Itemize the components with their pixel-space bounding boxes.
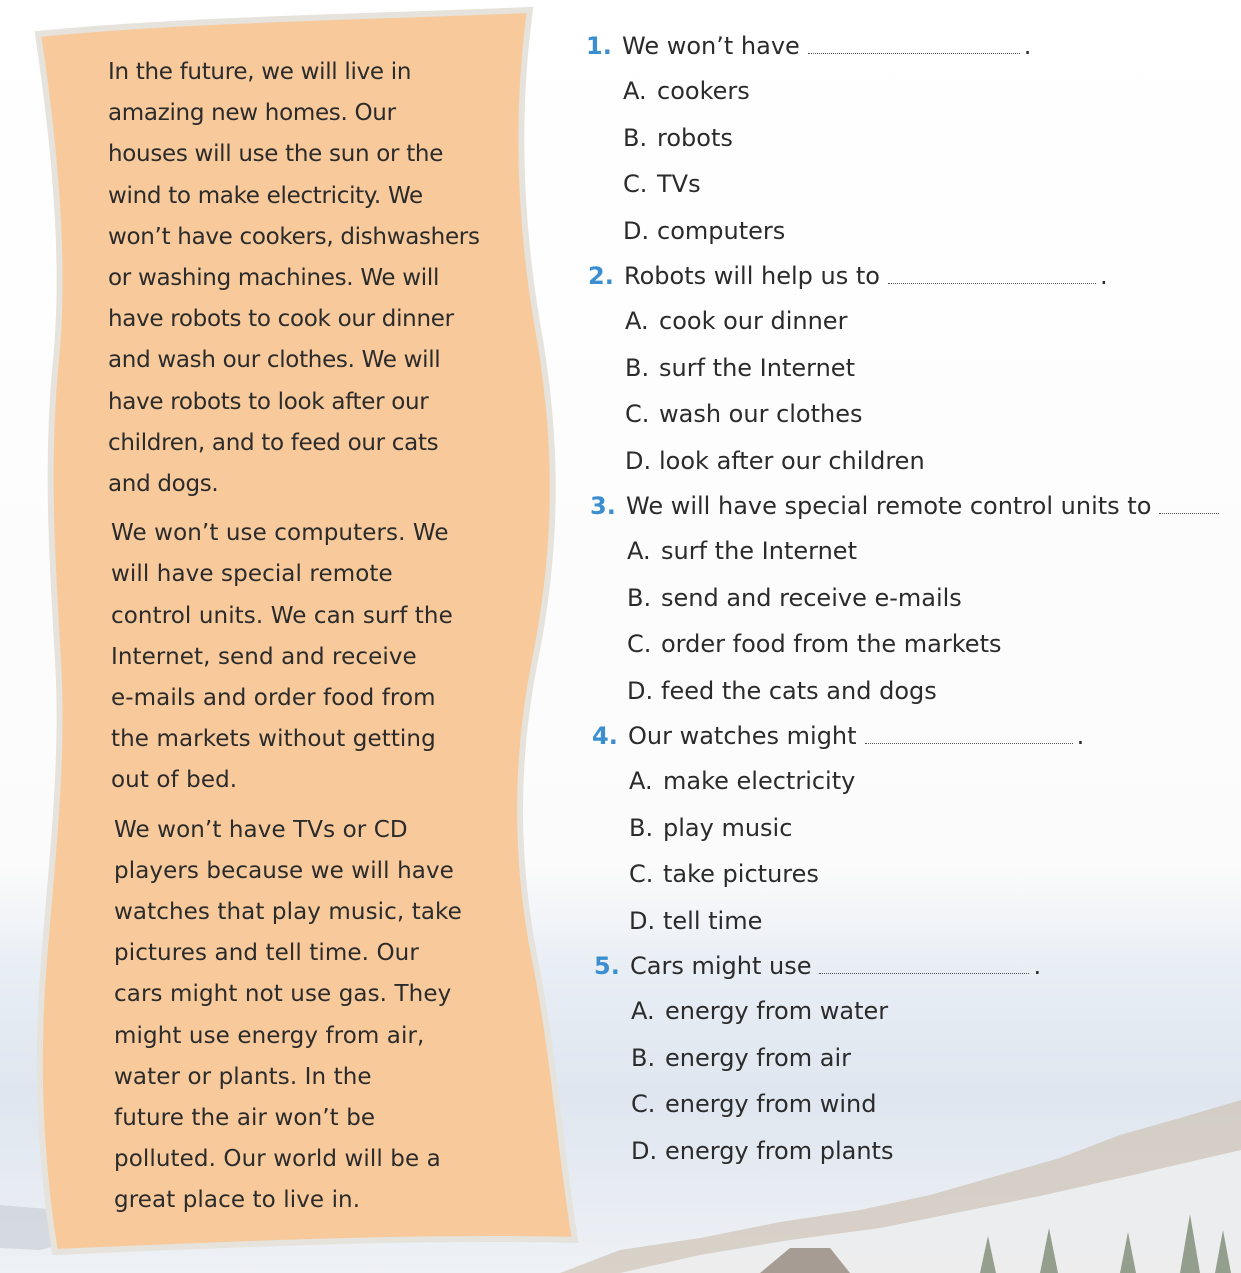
option-text: feed the cats and dogs <box>661 676 937 705</box>
option-text: play music <box>663 813 793 842</box>
questions-list <box>586 24 1241 1174</box>
option-text: energy from wind <box>665 1090 877 1118</box>
option-text: take pictures <box>663 860 819 888</box>
paragraph-line: watches that play music, take <box>114 899 462 926</box>
answer-option[interactable] <box>594 1035 1241 1082</box>
paragraph-2 <box>108 513 508 801</box>
paragraph-line: e-mails and order food from <box>111 685 436 712</box>
option-letter: D. <box>631 1136 658 1165</box>
option-text: robots <box>657 123 733 152</box>
option-text: computers <box>657 216 786 245</box>
answer-blank[interactable] <box>865 733 1073 744</box>
question-text: Robots will help us to <box>624 262 880 290</box>
option-letter: B. <box>631 1043 656 1072</box>
option-text: make electricity <box>663 767 856 795</box>
paragraph-1 <box>108 52 508 505</box>
paragraph-line: great place to live in. <box>114 1187 361 1214</box>
question-text: We won’t have <box>622 32 800 60</box>
question-number: 1. <box>586 32 612 60</box>
question-stem <box>590 484 1241 528</box>
paragraph-line: have robots to look after our <box>108 388 429 415</box>
option-text: look after our children <box>659 446 925 475</box>
option-text: wash our clothes <box>659 400 863 428</box>
option-letter: A. <box>629 767 653 795</box>
paragraph-line: pictures and tell time. Our <box>114 940 419 967</box>
option-text: energy from plants <box>665 1136 894 1165</box>
option-text: tell time <box>663 906 763 935</box>
paragraph-line: players because we will have <box>114 857 454 884</box>
answer-option[interactable] <box>588 391 1241 438</box>
question-text: We will have special remote control units to <box>626 492 1152 520</box>
question-text: Cars might use <box>630 952 812 980</box>
paragraph-3 <box>108 810 508 1222</box>
paragraph-line: water or plants. In the <box>114 1063 372 1090</box>
answer-option[interactable] <box>590 668 1241 715</box>
reading-passage <box>108 52 508 1230</box>
option-text: TVs <box>657 170 701 198</box>
option-letter: C. <box>623 170 648 198</box>
paragraph-line: children, and to feed our cats <box>108 429 439 456</box>
question-end: . <box>1023 32 1032 60</box>
option-letter: D. <box>627 676 654 705</box>
answer-option[interactable] <box>586 115 1241 162</box>
answer-option[interactable] <box>586 208 1241 255</box>
option-letter: B. <box>623 123 648 152</box>
paragraph-line: might use energy from air, <box>114 1022 425 1049</box>
option-letter: A. <box>625 307 649 335</box>
option-text: energy from water <box>665 997 889 1025</box>
option-letter: B. <box>629 813 654 842</box>
question-end: . <box>1033 952 1042 980</box>
paragraph-line: We won’t use computers. We <box>111 520 449 547</box>
paragraph-line: and dogs. <box>108 471 219 498</box>
paragraph-line: the markets without getting <box>111 726 436 753</box>
question-number: 2. <box>588 262 614 290</box>
answer-option[interactable] <box>594 1128 1241 1175</box>
paragraph-line: won’t have cookers, dishwashers <box>108 223 480 250</box>
option-letter: A. <box>631 997 655 1025</box>
paragraph-line: cars might not use gas. They <box>114 981 452 1008</box>
option-letter: D. <box>623 216 650 245</box>
option-text: send and receive e-mails <box>661 583 962 612</box>
option-text: surf the Internet <box>661 537 857 565</box>
question-stem <box>592 714 1241 758</box>
answer-blank[interactable] <box>808 43 1020 54</box>
answer-blank[interactable] <box>819 963 1029 974</box>
paragraph-line: In the future, we will live in <box>108 59 412 85</box>
question-number: 4. <box>592 722 618 750</box>
answer-option[interactable] <box>592 851 1241 898</box>
option-letter: D. <box>625 446 652 475</box>
paragraph-line: have robots to cook our dinner <box>108 306 454 333</box>
question-2 <box>586 254 1241 484</box>
paragraph-line: out of bed. <box>111 767 238 794</box>
option-letter: C. <box>629 860 654 888</box>
question-number: 5. <box>594 952 620 980</box>
paragraph-line: control units. We can surf the <box>111 602 453 629</box>
answer-option[interactable] <box>586 68 1241 115</box>
answer-blank[interactable] <box>888 273 1096 284</box>
answer-option[interactable] <box>586 161 1241 208</box>
option-letter: C. <box>627 630 652 658</box>
paragraph-line: will have special remote <box>111 561 393 588</box>
paragraph-line: future the air won’t be <box>114 1105 376 1132</box>
answer-option[interactable] <box>588 345 1241 392</box>
answer-option[interactable] <box>592 758 1241 805</box>
paragraph-line: We won’t have TVs or CD <box>114 816 408 843</box>
option-text: cookers <box>657 77 750 105</box>
question-1 <box>586 24 1241 254</box>
option-letter: B. <box>627 583 652 612</box>
question-stem <box>594 944 1241 988</box>
option-letter: C. <box>625 400 650 428</box>
option-letter: A. <box>623 77 647 105</box>
question-5 <box>586 944 1241 1174</box>
question-4 <box>586 714 1241 944</box>
paragraph-line: wind to make electricity. We <box>108 182 423 209</box>
paragraph-line: houses will use the sun or the <box>108 141 444 168</box>
question-stem <box>588 254 1241 298</box>
paragraph-line: polluted. Our world will be a <box>114 1146 441 1173</box>
answer-option[interactable] <box>590 528 1241 575</box>
option-text: order food from the markets <box>661 630 1002 658</box>
paragraph-line: amazing new homes. Our <box>108 100 396 127</box>
paragraph-line: Internet, send and receive <box>111 643 417 670</box>
answer-option[interactable] <box>592 805 1241 852</box>
question-stem <box>586 24 1241 68</box>
option-text: cook our dinner <box>659 307 848 335</box>
question-end: . <box>1076 722 1085 750</box>
option-text: surf the Internet <box>659 353 855 382</box>
option-letter: A. <box>627 537 651 565</box>
answer-blank[interactable] <box>1159 503 1219 514</box>
answer-option[interactable] <box>588 438 1241 485</box>
question-3 <box>586 484 1241 714</box>
answer-option[interactable] <box>594 988 1241 1035</box>
paragraph-line: or washing machines. We will <box>108 265 440 292</box>
question-end: . <box>1099 262 1108 290</box>
answer-option[interactable] <box>590 621 1241 668</box>
paragraph-line: and wash our clothes. We will <box>108 347 441 374</box>
option-letter: B. <box>625 353 650 382</box>
answer-option[interactable] <box>590 575 1241 622</box>
answer-option[interactable] <box>588 298 1241 345</box>
option-text: energy from air <box>665 1043 851 1072</box>
option-letter: D. <box>629 906 656 935</box>
option-letter: C. <box>631 1090 656 1118</box>
answer-option[interactable] <box>594 1081 1241 1128</box>
question-text: Our watches might <box>628 722 857 750</box>
question-number: 3. <box>590 492 616 520</box>
answer-option[interactable] <box>592 898 1241 945</box>
